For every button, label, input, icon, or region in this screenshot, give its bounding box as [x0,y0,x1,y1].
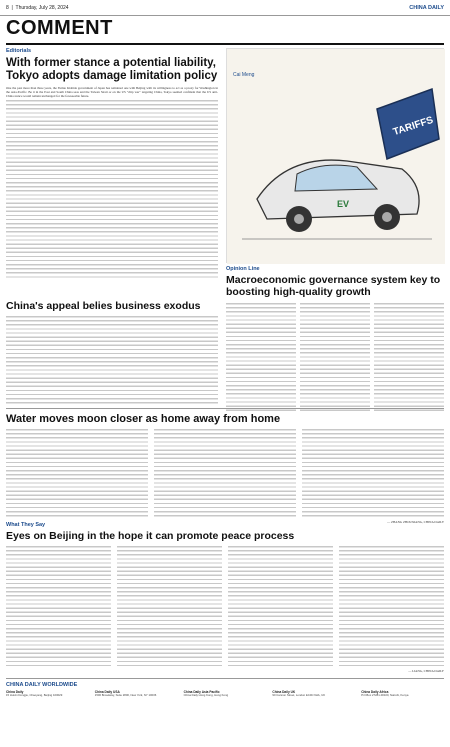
cartoonist-name: Cai Meng [233,72,255,78]
section-title: COMMENT [6,17,113,39]
top-bar [0,0,450,16]
office-item [95,691,178,698]
opinion-body [226,303,444,413]
opinion-line-label: Opinion Line [226,266,260,272]
office-address: P.O.Box 27281-00100, Nairobi, Kenya [361,693,409,698]
editorials-label: Editorials [6,48,32,54]
office-name: China Daily [6,690,24,694]
what-they-say-credit: — LIANG, CHINA DAILY [408,669,444,673]
office-name: China Daily UK [272,690,296,694]
what-they-say-body [6,546,444,668]
page-number: 8 [6,4,9,11]
editorial-headline: With former stance a potential liability, Tokyo adopts damage limitation policy [6,57,218,82]
office-address: 15 Huixin Dongjie, Chaoyang, Beijing 100029 [6,693,63,698]
what-they-say-label: What They Say [6,522,46,528]
editorial-2-body [6,316,218,406]
car-label: EV [337,199,350,209]
office-address: 90 Cannon Street, London EC4N 6HA, UK [272,693,326,698]
office-name: China Daily Africa [361,690,389,694]
office-name: China Daily USA [94,690,120,694]
office-item [272,691,355,698]
editorial-2-headline: China's appeal belies business exodus [6,300,201,312]
water-credit: — ZHANG ZHOUXIANG, CHINA DAILY [387,520,444,524]
tariffs-sign-text: TARIFFS [391,114,435,139]
editorial-article-2 [6,300,218,406]
what-they-say-article [6,522,444,673]
cartoon [226,48,444,263]
office-address: 1500 Broadway, Suite 2800, New York, NY 10036 [94,693,157,698]
office-item [6,691,89,698]
water-body [6,429,444,519]
editorial-lead: One the past more than three years, the Fumio Kishida government of Japan has remained one with Beijing with its willingness to act as a proxy for Washington in the Asia-Pacific. Be it in the East and South China seas and the Taiwan Strait or on the US "chip war" targeting China, Tokyo seemed confident that the US anti-China stance would remain unchanged for the foreseeable future. [6,86,218,99]
office-name: China Daily Asia Pacific [183,690,220,694]
editorial-body [6,100,218,280]
office-address: China Daily Hong Kong, Hong Kong [183,693,229,698]
what-they-say-headline: Eyes on Beijing in the hope it can promote peace process [6,530,295,542]
footer-brand: CHINA DAILY WORLDWIDE [6,682,78,688]
cartoon-illustration [227,49,445,264]
brand-logo: CHINA DAILY [409,4,444,11]
office-list [6,691,444,698]
opinion-article [226,266,444,413]
office-item [361,691,444,698]
water-rule [6,408,444,409]
page-meta: 8 | Thursday, July 28, 2024 [6,4,69,11]
footer [6,678,444,742]
water-headline: Water moves moon closer as home away from home [6,413,281,425]
issue-date: Thursday, July 28, 2024 [15,4,69,11]
editorial-article [6,48,218,280]
water-article [6,408,444,524]
office-item [184,691,267,698]
masthead-rule [6,43,444,45]
opinion-headline: Macroeconomic governance system key to boosting high-quality growth [226,274,441,298]
